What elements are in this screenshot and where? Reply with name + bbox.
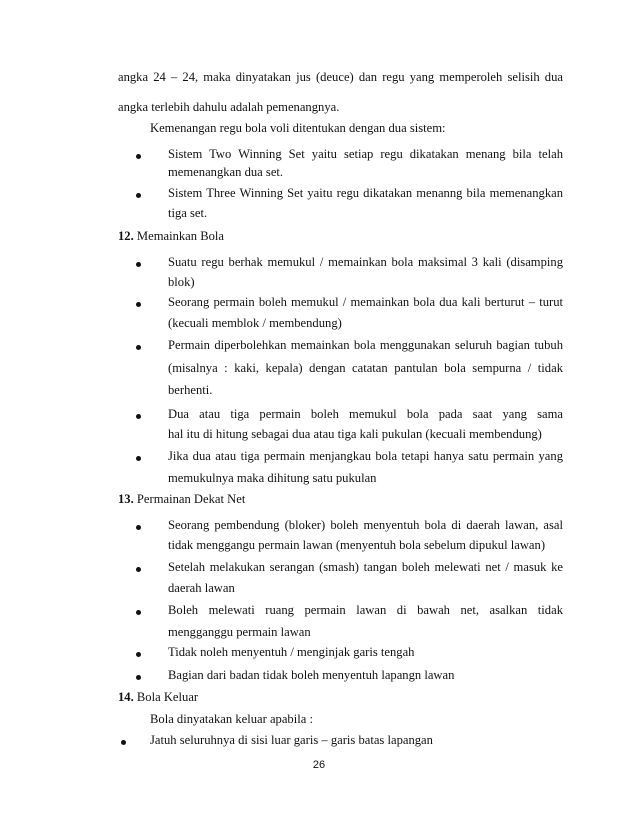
list-item-text: mengganggu permain lawan <box>168 625 311 639</box>
list-item-text: Seorang permain boleh memukul / memainkan bola dua kali berturut – turut <box>168 295 563 309</box>
bullet-icon <box>136 262 141 267</box>
list-item-text: memukulnya maka dihitung satu pukulan <box>168 471 377 485</box>
bullet-icon <box>136 525 141 530</box>
list-item-text: tiga set. <box>168 206 208 220</box>
body-text-line: Bola dinyatakan keluar apabila : <box>150 712 313 726</box>
bullet-icon <box>136 567 141 572</box>
list-item-text: Seorang pembendung (bloker) boleh menyentuh bola di daerah lawan, asal <box>168 518 563 532</box>
list-item-text: Bagian dari badan tidak boleh menyentuh lapangn lawan <box>168 668 455 682</box>
section-title: Memainkan Bola <box>136 229 224 243</box>
list-item-text: Sistem Two Winning Set yaitu setiap regu dikatakan menang bila telah <box>168 147 563 161</box>
list-item-text: (misalnya : kaki, kepala) dengan catatan pantulan bola sempurna / tidak <box>168 361 563 375</box>
list-item-text: Boleh melewati ruang permain lawan di bawah net, asalkan tidak <box>168 603 563 617</box>
list-item-text: Setelah melakukan serangan (smash) tangan boleh melewati net / masuk ke <box>168 560 563 574</box>
section-number: 12. <box>118 229 134 243</box>
list-item-text: berhenti. <box>168 383 213 397</box>
list-item-text: blok) <box>168 275 195 289</box>
section-heading <box>118 690 198 705</box>
section-heading <box>118 492 245 507</box>
page-number: 26 <box>312 759 326 771</box>
list-item-text: Sistem Three Winning Set yaitu regu dikatakan menanng bila memenangkan <box>168 186 563 200</box>
bullet-icon <box>136 345 141 350</box>
section-heading <box>118 229 224 244</box>
bullet-icon <box>136 675 141 680</box>
section-number: 14. <box>118 690 134 704</box>
list-item-text: Suatu regu berhak memukul / memainkan bola maksimal 3 kali (disamping <box>168 255 563 269</box>
bullet-icon <box>136 610 141 615</box>
section-title: Permainan Dekat Net <box>136 492 246 506</box>
list-item-text: daerah lawan <box>168 581 235 595</box>
bullet-icon <box>136 193 141 198</box>
bullet-icon <box>121 740 126 745</box>
section-number: 13. <box>118 492 134 506</box>
bullet-icon <box>136 414 141 419</box>
list-item-text: Dua atau tiga permain boleh memukul bola pada saat yang sama <box>168 407 563 421</box>
list-item-text: hal itu di hitung sebagai dua atau tiga kali pukulan (kecuali membendung) <box>168 427 542 441</box>
list-item-text: memenangkan dua set. <box>168 165 284 179</box>
bullet-icon <box>136 456 141 461</box>
list-item-text: Permain diperbolehkan memainkan bola menggunakan seluruh bagian tubuh <box>168 338 563 352</box>
list-item-text: tidak menggangu permain lawan (menyentuh bola sebelum dipukul lawan) <box>168 538 546 552</box>
bullet-icon <box>136 154 141 159</box>
body-text-line: Kemenangan regu bola voli ditentukan dengan dua sistem: <box>150 121 446 135</box>
list-item-text: (kecuali memblok / membendung) <box>168 316 342 330</box>
list-item-text: Jatuh seluruhnya di sisi luar garis – garis batas lapangan <box>150 733 433 747</box>
body-text-line: angka 24 – 24, maka dinyatakan jus (deuce) dan regu yang memperoleh selisih dua <box>118 70 563 84</box>
body-text-line: angka terlebih dahulu adalah pemenangnya. <box>118 100 340 114</box>
list-item-text: Jika dua atau tiga permain menjangkau bola tetapi hanya satu permain yang <box>168 449 563 463</box>
bullet-icon <box>136 302 141 307</box>
section-title: Bola Keluar <box>136 690 199 704</box>
list-item-text: Tidak noleh menyentuh / menginjak garis tengah <box>168 645 415 659</box>
bullet-icon <box>136 652 141 657</box>
